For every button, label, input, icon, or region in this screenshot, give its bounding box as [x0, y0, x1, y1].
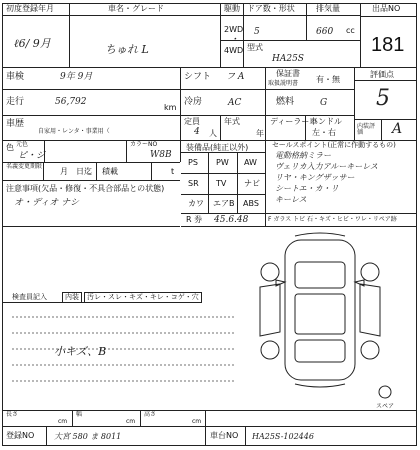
color-orig-label: 元色 [16, 141, 29, 148]
equip-ps: PS [188, 158, 198, 167]
shift-label: シフト [184, 72, 212, 82]
length-unit: cm [58, 418, 68, 425]
sales-point-item: シートエ・カ・リ [275, 184, 339, 193]
inspector-interior-label: 内装 [62, 292, 82, 303]
equip-navi: ナビ [244, 179, 260, 188]
capacity-label: 定員 [184, 117, 200, 126]
name-change-month: 月 [60, 167, 68, 176]
door-label: ドア数・形状 [247, 4, 295, 13]
capacity-value: 4 [194, 127, 200, 137]
width-unit: cm [126, 418, 136, 425]
first-reg-label: 初度登録年月 [6, 4, 54, 13]
model-year-label: 年式 [224, 117, 240, 126]
displacement-label: 排気量 [316, 4, 340, 13]
chassis-no-label: 車台NO [210, 431, 239, 440]
equip-airbag: エアB [213, 199, 235, 208]
remarks-value: オ・ディオ ナシ [14, 198, 79, 208]
name-change-day: 日迄 [76, 167, 92, 176]
registration-no-value: 大宮 580 ま 8011 [54, 432, 122, 441]
score-value: 5 [376, 86, 390, 111]
warranty-sub: 取扱説明書 [268, 80, 299, 87]
drive-4wd-label: 4WD [224, 46, 244, 55]
inspector-note: 小キズ、B [54, 345, 107, 358]
model-type-value: HA25S [272, 54, 304, 64]
spare-label: スペア [376, 403, 395, 410]
color-no-value: W8B [150, 150, 172, 160]
name-grade-label: 車名・グレード [108, 4, 164, 13]
handle-opts: 左・右 [312, 128, 336, 137]
cc-unit: cc [346, 26, 355, 35]
first-reg-value: ℓ6/ 9月 [14, 37, 51, 50]
sales-point-item: 電動格納ミラー [275, 151, 331, 160]
chassis-no-value: HA25S-102446 [252, 432, 314, 441]
shaken-label: 車検 [6, 72, 25, 82]
color-no-label: カラーNO [130, 141, 158, 148]
capacity-unit: 人 [209, 129, 217, 138]
car-damage-diagram [240, 232, 400, 402]
equip-abs: ABS [243, 199, 259, 208]
warranty-label: 保証書 [276, 69, 300, 78]
mileage-unit: km [164, 103, 177, 112]
registration-no-label: 登録NO [6, 431, 35, 440]
color-label: 色 [6, 143, 14, 152]
mileage-label: 走行 [6, 97, 25, 107]
history-opts: 自家用・レンタ・事業用（ [38, 128, 110, 135]
shaken-value: 9年 9月 [60, 72, 93, 82]
equipment-label: 装備品(純正以外) [186, 143, 249, 152]
drive-2wd-label: 2WD [224, 25, 244, 34]
drive-label: 駆動 [224, 4, 240, 13]
ac-value: AC [228, 98, 242, 108]
lot-no-value: 181 [371, 34, 405, 56]
ac-label: 冷房 [184, 97, 203, 107]
model-type-label: 型式 [247, 43, 263, 52]
interior-value: A [392, 121, 403, 137]
height-unit: cm [192, 418, 202, 425]
car-name-value: ちゅれ L [105, 43, 149, 56]
warranty-opts: 有・無 [316, 75, 340, 84]
shift-value: フ A [226, 72, 245, 82]
price-mark: 45.6.48 [214, 215, 249, 225]
equip-pw: PW [216, 158, 229, 167]
equip-aw: AW [244, 158, 257, 167]
loading-label: 積載 [102, 167, 118, 176]
handle-label: ハンドル [310, 117, 342, 126]
fuel-value: G [320, 98, 328, 108]
sales-point-item: リヤ・キングザッサー [275, 173, 355, 182]
sales-point-list [275, 152, 378, 204]
sales-point-item: キーレス [275, 195, 307, 204]
sales-point-label: セールスポイント(正常に作動するもの) [272, 141, 396, 149]
fuel-label: 燃料 [276, 97, 295, 107]
height-label: 高さ [144, 411, 157, 418]
inspector-interior-items: 汚レ・スレ・キズ・キレ・コゲ・穴 [84, 292, 202, 303]
lot-no-label: 出品NO [372, 4, 401, 13]
drive-mark: ・ [230, 35, 240, 45]
odometer-value: 56,792 [55, 97, 87, 107]
name-change-label: 名義変更期限 [6, 163, 43, 170]
door-value: 5 [254, 27, 260, 37]
dealer-label: ディーラー車 [270, 117, 318, 126]
model-year-unit: 年 [256, 129, 264, 138]
remarks-label: 注意事項(欠品・修復・不具合部品との状態) [6, 184, 165, 193]
width-label: 幅 [76, 411, 83, 418]
inspector-label: 検査員記入 [12, 293, 47, 301]
equip-sr: SR [188, 179, 199, 188]
sales-point-item: ヴェリカ入力アルーキーレス [275, 162, 378, 171]
loading-unit: t [171, 167, 175, 176]
score-label: 評価点 [370, 70, 394, 79]
interior-label: 内装評価 [357, 123, 376, 136]
equip-tv: TV [216, 179, 227, 188]
r-title-label: R 券 [186, 215, 203, 224]
length-label: 長さ [6, 411, 19, 418]
color-value: ピ・ジ [18, 151, 46, 161]
equip-kawa: カワ [188, 199, 204, 208]
history-label: 車歴 [6, 119, 25, 129]
displacement-value: 660 [316, 27, 334, 37]
damage-legend: F ガラス トビ 石・キズ・ヒビ・ワレ・リペア跡 [268, 216, 397, 223]
